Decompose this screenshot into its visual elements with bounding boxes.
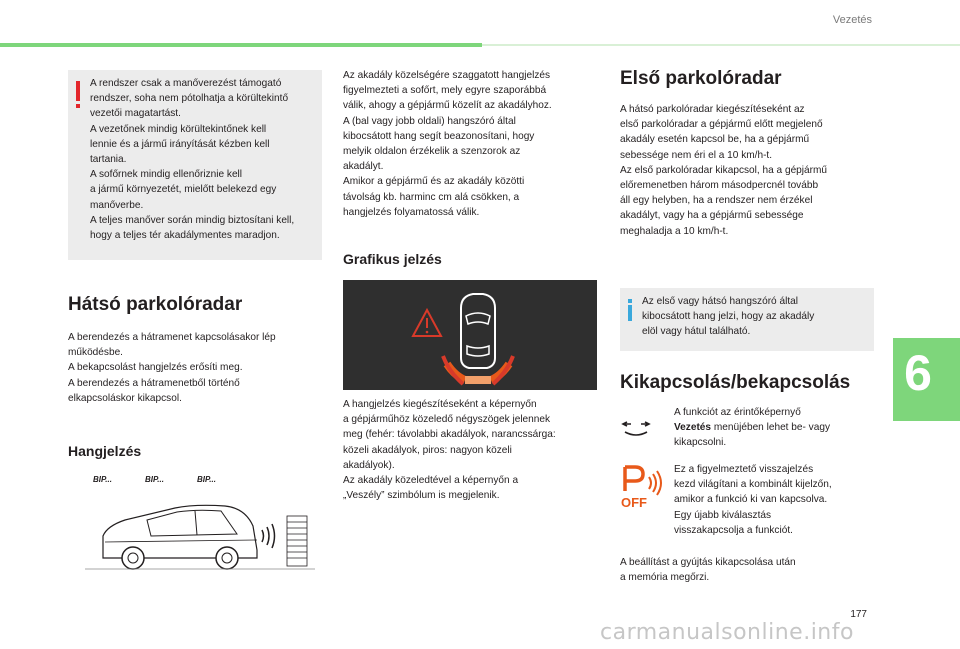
- beep-label: BIP...: [197, 475, 216, 484]
- wall-icon: [287, 516, 307, 566]
- watermark: carmanualsonline.info: [600, 620, 854, 645]
- parking-off-icon: [621, 463, 669, 511]
- warning-box: [68, 70, 322, 260]
- beep-label: BIP...: [145, 475, 164, 484]
- front-radar-text: A hátsó parkolóradar kiegészítéseként az első parkolóradar a gépjármű előtt megjelenő akadály esetén kapcsol be, ha a gépjármű sebessége nem éri el a 10 km/h-t. Az első parkolóradar kikapcsol, ha a gépjármű előremenetben három másodpercnél tovább áll egy helyben, ha a rendszer nem érzékel akadályt, vagy ha a gépjármű sebessége meghaladja a 10 km/h-t.: [620, 104, 828, 237]
- info-icon: [628, 299, 632, 303]
- touchscreen-text: A funkciót az érintőképernyő Vezetés menüjében lehet be- vagy kikapcsolni.: [674, 407, 831, 449]
- memory-text: A beállítást a gyújtás kikapcsolása után a memória megőrzi.: [620, 557, 796, 584]
- warning-icon: [76, 81, 80, 101]
- rear-radar-heading: Hátsó parkolóradar: [68, 294, 243, 315]
- parking-display-image: [343, 280, 597, 390]
- chapter-tab-number: 6: [904, 345, 932, 401]
- sound-signal-text: Az akadály közelségére szaggatott hangjelzés figyelmezteti a sofőrt, mely egyre szaporábbá válik, ahogy a gépjármű közelít az akadályhoz. A (bal vagy jobb oldali) hangszóró által kibocsátott hang segít beazonosítani, hogy melyik oldalon érzékelik a szenzorok az akadályt. Amikor a gépjármű és az akadály közötti távolság kb. harminc cm alá csökken, a hangjelzés folyamatossá válik.: [343, 70, 552, 218]
- sound-heading: Hangjelzés: [68, 443, 142, 459]
- warning-text: A rendszer csak a manőverezést támogató rendszer, soha nem pótolhatja a körültekintő vezetői magatartást. A vezetőnek mindig körültekintőnek kell lennie és a jármű irányítását kézben kell tartania. A sofőrnek mindig ellenőriznie kell a jármű környezetét, mielőtt belekezd egy manőverbe. A teljes manőver során mindig biztosítani kell, hogy a teljes tér akadálymentes maradjon.: [90, 78, 295, 242]
- rear-car-illustration: [85, 470, 315, 570]
- beep-label: BIP...: [93, 475, 112, 484]
- page-number: 177: [850, 609, 867, 620]
- front-radar-heading: Első parkolóradar: [620, 68, 782, 89]
- driving-menu-icon: [621, 412, 651, 442]
- chapter-title: Vezetés: [832, 14, 872, 26]
- toggle-heading: Kikapcsolás/bekapcsolás: [620, 372, 851, 393]
- info-text: Az első vagy hátsó hangszóró által kibocsátott hang jelzi, hogy az akadály elöl vagy hátul található.: [642, 296, 815, 338]
- header-accent-bar: [0, 43, 482, 47]
- graphic-signal-heading: Grafikus jelzés: [343, 251, 442, 267]
- poff-label: OFF: [621, 495, 647, 510]
- poff-text: Ez a figyelmeztető visszajelzés kezd világítani a kombinált kijelzőn, amikor a funkció ki van kapcsolva. Egy újabb kiválasztás visszakapcsolja a funkciót.: [674, 464, 832, 536]
- header-accent-line: [482, 44, 960, 46]
- info-box: [620, 288, 874, 351]
- graphic-signal-text: A hangjelzés kiegészítéseként a képernyőn a gépjárműhöz közeledő négyszögek jelennek meg (fehér: távolabbi akadályok, narancssárga: közeli akadályok, piros: nagyon közeli akadályok). Az akadály közeledtével a képernyőn a „Veszély” szimbólum is megjelenik.: [343, 399, 556, 502]
- chapter-tab: [893, 338, 960, 421]
- rear-radar-text: A berendezés a hátramenet kapcsolásakor lép működésbe. A bekapcsolást hangjelzés erősíti meg. A berendezés a hátramenetből történő elkapcsoláskor kikapcsol.: [68, 332, 276, 404]
